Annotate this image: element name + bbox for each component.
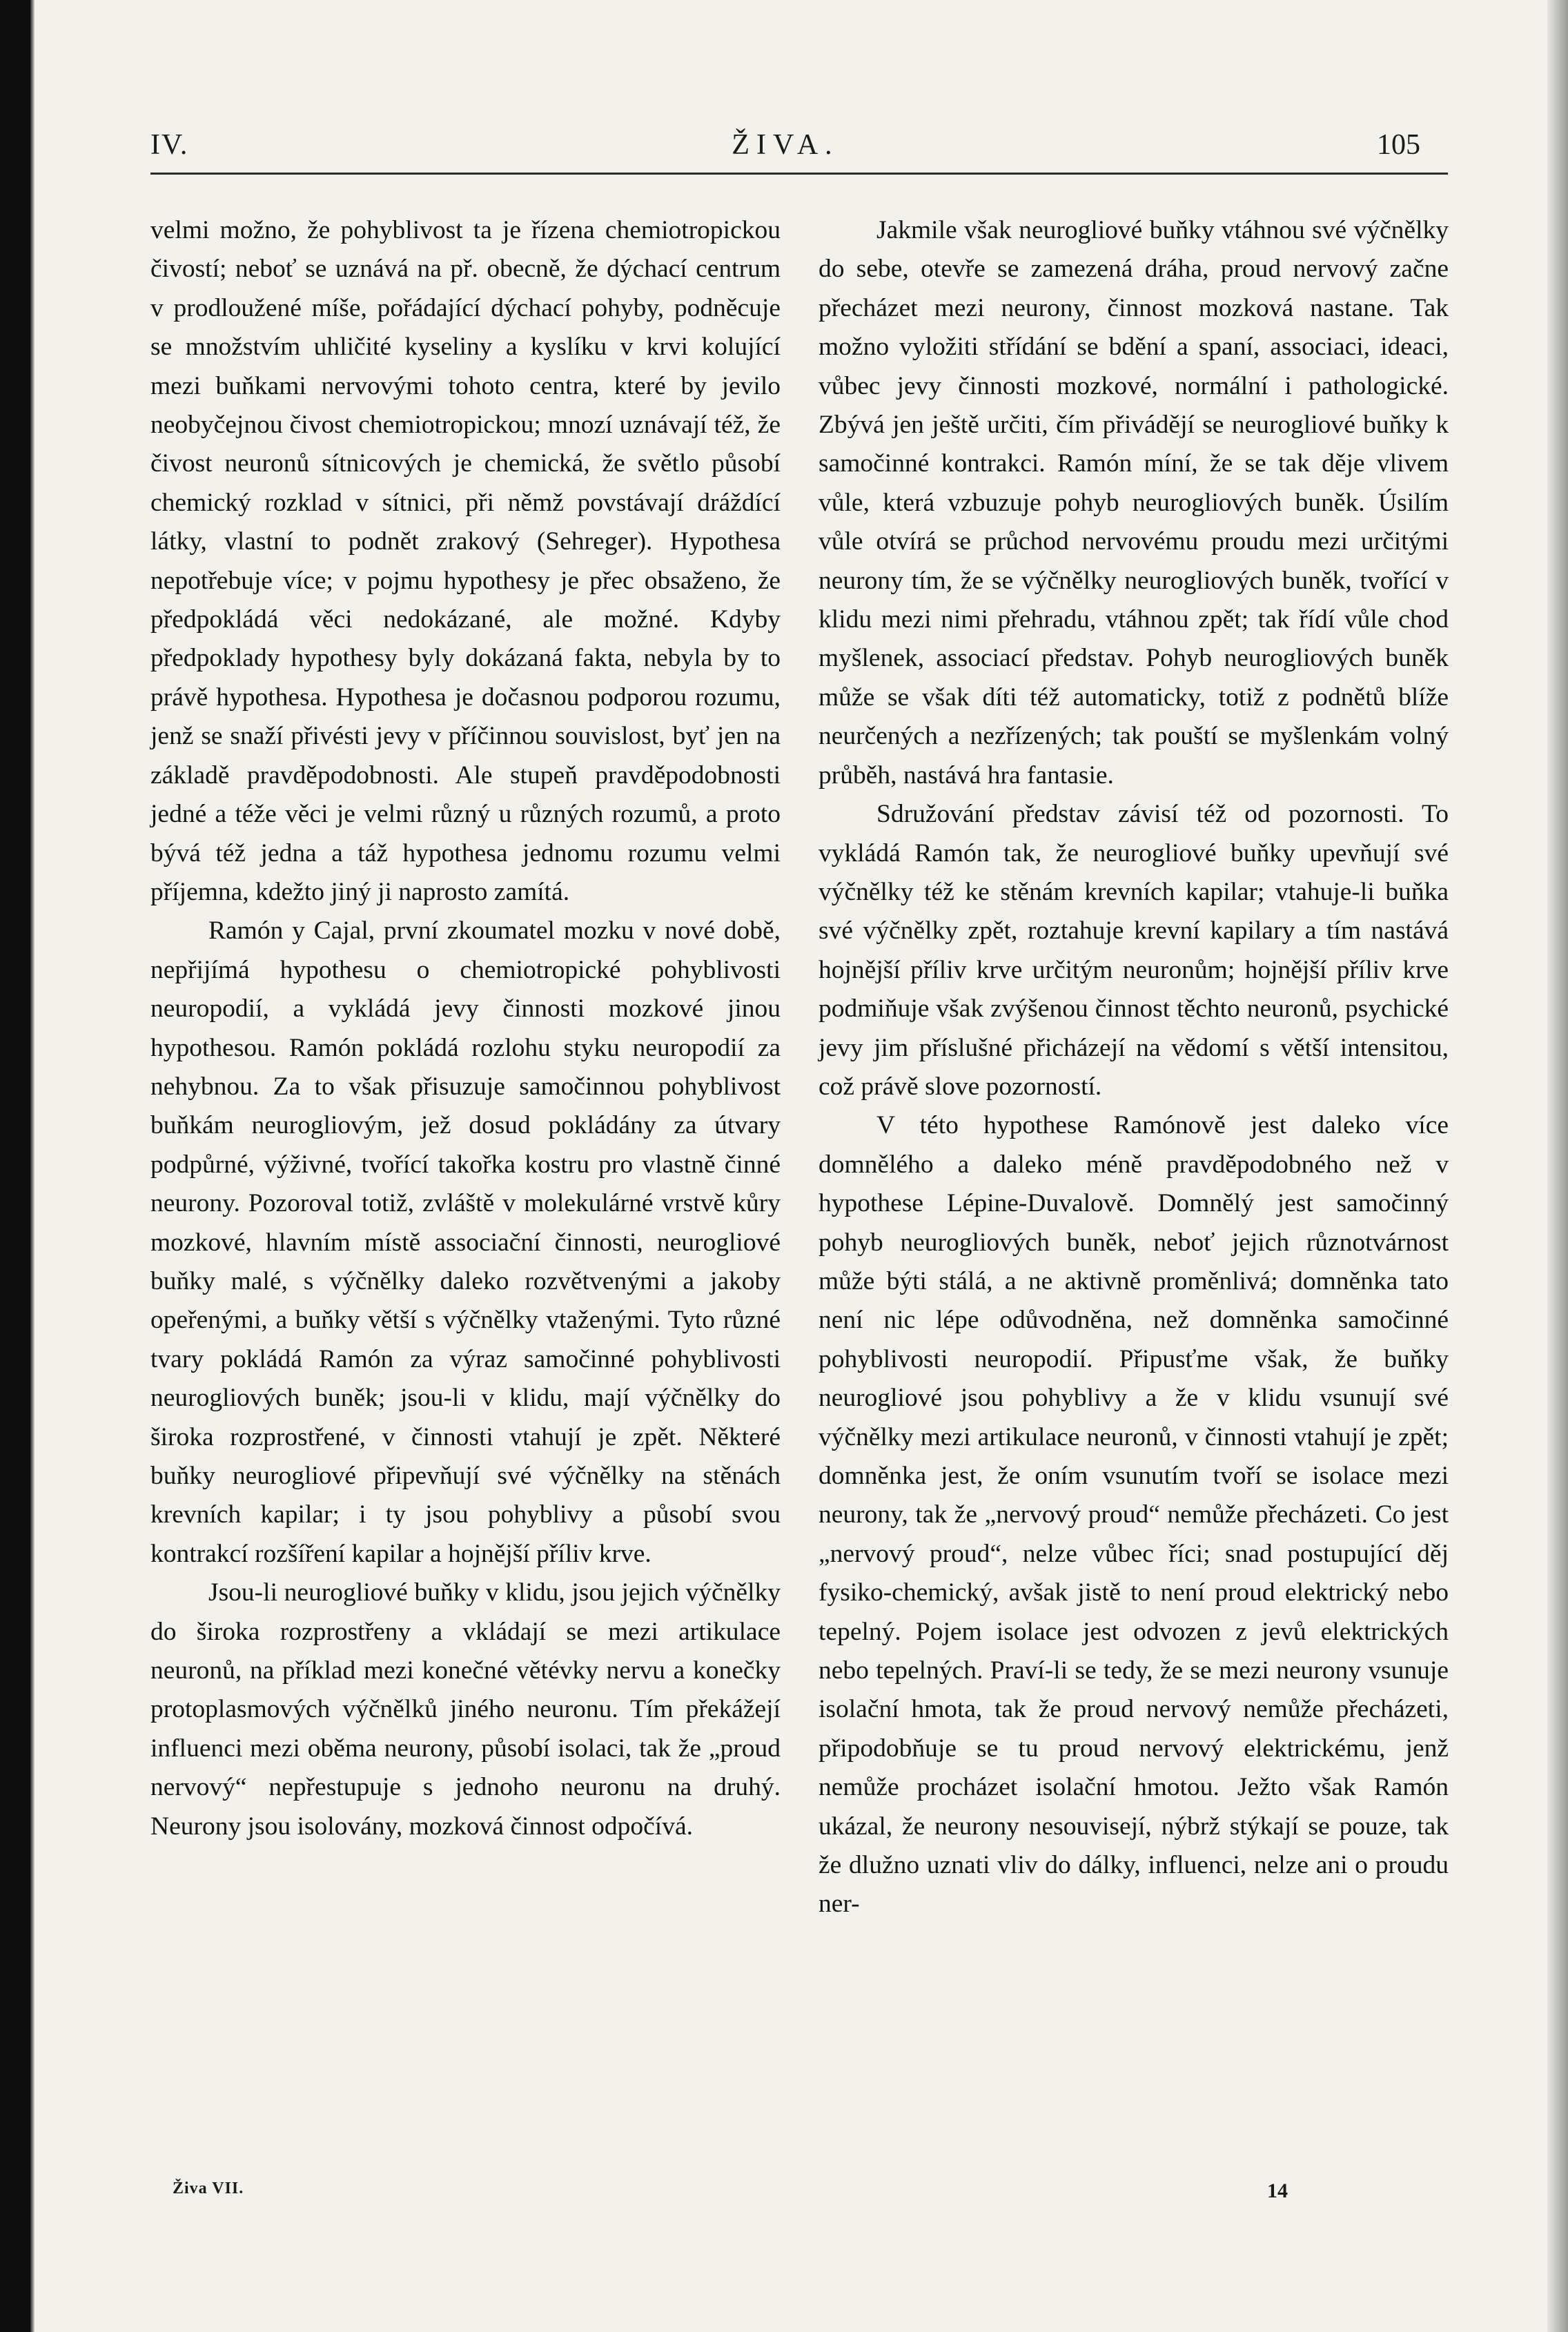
sheet-number: 14 <box>1267 2179 1288 2202</box>
left-column <box>150 211 781 1846</box>
paragraph: Sdružování představ závisí též od pozornosti. To vykládá Ramón tak, že neurogliové buňky upevňují své výčnělky též ke stěnám krevních kapilar; vtahuje-li buňka své výčnělky zpět, roztahuje krevní kapilary a tím nastává hojnější příliv krve určitým neuronům; hojnější příliv krve podmiňuje však zvýšenou činnost těchto neuronů, psychické jevy jim příslušné přicházejí na vědomí s větší intensitou, což právě slove pozorností. <box>819 800 1449 1101</box>
paragraph: Jsou-li neurogliové buňky v klidu, jsou jejich výčnělky do široka rozprostřeny a vkládají se mezi artikulace neuronů, na příklad mezi konečné větévky nervu a konečky protoplasmových výčnělků jiného neuronu. Tím překážejí influenci mezi oběma neurony, působí isolaci, tak že „proud nervový“ nepřestupuje s jednoho neuronu na druhý. Neurony jsou isolovány, mozková činnost odpočívá. <box>150 1578 781 1841</box>
paragraph: Jakmile však neurogliové buňky vtáhnou své výčnělky do sebe, otevře se zamezená dráha, proud nervový začne přecházet mezi neurony, činnost mozková nastane. Tak možno vyložiti střídání se bdění a spaní, associaci, ideaci, vůbec jevy činnosti mozkové, normální i pathologické. Zbývá jen ještě určiti, čím přivádějí se neurogliové buňky k samočinné kontrakci. Ramón míní, že se tak děje vlivem vůle, která vzbuzuje pohyb neurogliových buněk. Úsilím vůle otvírá se průchod nervovému proudu mezi určitými neurony tím, že se výčnělky neurogliových buněk, tvořící v klidu mezi nimi přehradu, vtáhnou zpět; tak řídí vůle chod myšlenek, associací představ. Pohyb neurogliových buněk může se však díti též automaticky, totiž z podnětů blíže neurčených a nezřízených; tak pouští se myšlenkám volný průběh, nastává hra fantasie. <box>819 216 1449 790</box>
sheet-signature: Živa VII. <box>173 2179 244 2197</box>
journal-title: ŽIVA. <box>732 129 839 161</box>
paragraph: V této hypothese Ramónově jest daleko více domnělého a daleko méně pravděpodobného než v hypothese Lépine-Duvalově. Domnělý jest samočinný pohyb neurogliových buněk, neboť jejich různotvárnost může býti stálá, a ne aktivně proměnlivá; domněnka tato není nic lépe odůvodněna, než domněnka samočinné pohyblivosti neuropodií. Připusťme však, že buňky neurogliové jsou pohyblivy a že v klidu vsunují své výčnělky mezi artikulace neuronů, v činnosti vtahují je zpět; domněnka jest, že oním vsunutím tvoří se isolace mezi neurony, tak že „nervový proud“ nemůže přecházeti. Co jest „nervový proud“, nelze vůbec říci; snad postupující děj fysiko-chemický, avšak jistě to není proud elektrický nebo tepelný. Pojem isolace jest odvozen z jevů elektrických nebo tepelných. Praví-li se tedy, že se mezi neurony vsunuje isolační hmota, tak že proud nervový nemůže přecházeti, připodobňuje se tu proud nervový elektrickému, jenž nemůže procházet isolační hmotou. Ježto však Ramón ukázal, že neurony nesouvisejí, nýbrž stýkají se pouze, tak že dlužno uznati vliv do dálky, influenci, nelze ani o proudu ner- <box>819 1111 1449 1919</box>
paragraph: velmi možno, že pohyblivost ta je řízena chemiotropickou čivostí; neboť se uznává na př. obecně, že dýchací centrum v prodloužené míše, pořádající dýchací pohyby, podněcuje se množstvím uhličité kyseliny a kyslíku v krvi kolující mezi buňkami nervovými tohoto centra, které by jevilo neobyčejnou čivost chemiotropickou; mnozí uznávají též, že čivost neuronů sítnicových je chemická, že světlo působí chemický rozklad v sítnici, při němž povstávají dráždící látky, vlastní to podnět zrakový (Sehreger). Hypothesa nepotřebuje více; v pojmu hypothesy je přec obsaženo, že předpokládá věci nedokázané, ale možné. Kdyby předpoklady hypothesy byly dokázaná fakta, nebyla by to právě hypothesa. Hypothesa je dočasnou podporou rozumu, jenž se snaží přivésti jevy v příčinnou souvislost, byť jen na základě pravděpodobnosti. Ale stupeň pravděpodobnosti jedné a téže věci je velmi různý u různých rozumů, a proto bývá též jedna a táž hypothesa jednomu rozumu velmi příjemna, kdežto jiný ji naprosto zamítá. <box>150 216 781 906</box>
volume-number: IV. <box>150 129 189 161</box>
running-header <box>150 128 1420 177</box>
header-rule <box>150 173 1448 175</box>
page-left-edge <box>30 0 35 2332</box>
page-right-edge <box>1547 0 1568 2332</box>
right-column <box>819 211 1449 1924</box>
paragraph: Ramón y Cajal, první zkoumatel mozku v nové době, nepřijímá hypothesu o chemiotropické pohyblivosti neuropodií, a vykládá jevy činnosti mozkové jinou hypothesou. Ramón pokládá rozlohu styku neuropodií za nehybnou. Za to však přisuzuje samočinnou pohyblivost buňkám neurogliovým, jež dosud pokládány za útvary podpůrné, výživné, tvořící takořka kostru pro vlastně činné neurony. Pozoroval totiž, zvláště v molekulárné vrstvě kůry mozkové, hlavním místě associační činnosti, neurogliové buňky malé, s výčnělky daleko rozvětvenými a jakoby opeřenými, a buňky větší s výčnělky vtaženými. Tyto různé tvary pokládá Ramón za výraz samočinné pohyblivosti neurogliových buněk; jsou-li v klidu, mají výčnělky do široka rozprostřené, v činnosti vtahují je zpět. Některé buňky neurogliové připevňují své výčnělky na stěnách krevních kapilar; i ty jsou pohyblivy a působí svou kontrakcí rozšíření kapilar a hojnější příliv krve. <box>150 917 781 1568</box>
page-number: 105 <box>1377 129 1420 161</box>
